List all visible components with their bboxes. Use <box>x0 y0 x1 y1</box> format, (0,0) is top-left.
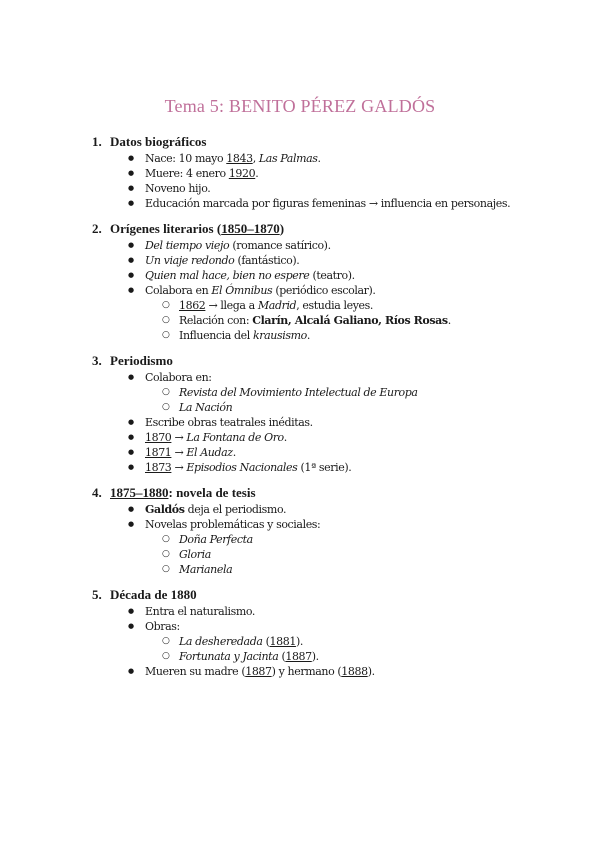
sub-list-item <box>179 547 562 562</box>
list-item: ● Novelas problemáticas y sociales: ○ Doña Perfecta ○ Gloria ○ Marianela <box>145 517 562 577</box>
year: 1843 <box>226 152 253 165</box>
bullet-list <box>92 151 562 211</box>
section-title: Datos biográficos <box>110 134 207 149</box>
names: Clarín, Alcalá Galiano, Ríos Rosas <box>252 314 448 327</box>
term: krausismo <box>253 329 307 342</box>
sub-list-item: ○ Relación con: Clarín, Alcalá Galiano, Ríos Rosas. <box>179 313 562 328</box>
list-item: ● Noveno hijo. <box>145 181 562 196</box>
document-body <box>92 134 562 689</box>
sub-list-item: ○ Fortunata y Jacinta (1887). <box>179 649 562 664</box>
section-decada-1880 <box>92 587 562 679</box>
section-number: 1. <box>92 134 102 149</box>
section-datos-biograficos <box>92 134 562 211</box>
year: 1862 <box>179 299 206 312</box>
section-number: 3. <box>92 353 102 368</box>
work-title: Revista del Movimiento Intelectual de Europa <box>179 386 418 399</box>
list-item: ● Colabora en: ○ Revista del Movimiento Intelectual de Europa ○ La Nación <box>145 370 562 415</box>
work-title: Marianela <box>179 563 233 576</box>
list-item: ● Educación marcada por figuras femeninas → influencia en personajes. <box>145 196 562 211</box>
sub-list-item <box>179 562 562 577</box>
sub-list-item: ○ 1862 → llega a Madrid, estudia leyes. <box>179 298 562 313</box>
year: 1873 <box>145 461 172 474</box>
sub-list <box>145 298 562 343</box>
work-title: La Fontana de Oro <box>186 431 284 444</box>
sub-list-item <box>179 385 562 400</box>
work-title: Doña Perfecta <box>179 533 253 546</box>
list-item: ● 1871 → El Audaz. <box>145 445 562 460</box>
list-item: ● Galdós deja el periodismo. <box>145 502 562 517</box>
section-heading <box>92 485 562 501</box>
section-novela-de-tesis <box>92 485 562 577</box>
work-title: El Ómnibus <box>211 284 273 297</box>
work-title: La Nación <box>179 401 233 414</box>
list-item: ● Entra el naturalismo. <box>145 604 562 619</box>
work-title: Episodios Nacionales <box>186 461 298 474</box>
sub-list-item <box>179 532 562 547</box>
sub-list-item <box>179 400 562 415</box>
year-range: 1850–1870 <box>221 221 280 236</box>
list-item: ● Muere: 4 enero 1920. <box>145 166 562 181</box>
year: 1881 <box>269 635 296 648</box>
author-name: Galdós <box>145 503 185 516</box>
section-title: Periodismo <box>110 353 173 368</box>
list-item: ● Escribe obras teatrales inéditas. <box>145 415 562 430</box>
list-item: ● 1870 → La Fontana de Oro. <box>145 430 562 445</box>
section-heading <box>92 134 562 150</box>
bullet-list <box>92 238 562 343</box>
year: 1870 <box>145 431 172 444</box>
list-item: ● Del tiempo viejo (romance satírico). <box>145 238 562 253</box>
work-title: La desheredada <box>179 635 263 648</box>
section-number: 5. <box>92 587 102 602</box>
bullet-list <box>92 604 562 679</box>
section-periodismo <box>92 353 562 475</box>
section-title: Orígenes literarios (1850–1870) <box>110 221 285 236</box>
list-item: ● Quien mal hace, bien no espere (teatro). <box>145 268 562 283</box>
list-item: ● Nace: 10 mayo 1843, Las Palmas. <box>145 151 562 166</box>
list-item: ● Mueren su madre (1887) y hermano (1888). <box>145 664 562 679</box>
year-range: 1875–1880 <box>110 485 169 500</box>
section-number: 4. <box>92 485 102 500</box>
bullet-list <box>92 502 562 577</box>
section-origenes-literarios <box>92 221 562 343</box>
bullet-list <box>92 370 562 475</box>
year: 1920 <box>228 167 256 180</box>
page-title: Tema 5: BENITO PÉREZ GALDÓS <box>164 96 436 116</box>
year: 1887 <box>285 650 312 663</box>
work-title: Un viaje redondo <box>145 254 235 267</box>
list-item: ● Colabora en El Ómnibus (periódico escolar). ○ 1862 → llega a Madrid, estudia leyes. ○ Relación con: Clarín, Alcalá Galiano, Ríos Rosas. ○ Influencia del krausismo. <box>145 283 562 343</box>
year: 1888 <box>341 665 368 678</box>
place: Las Palmas <box>258 152 318 165</box>
place: Madrid <box>257 299 297 312</box>
section-title: Década de 1880 <box>110 587 197 602</box>
section-title: 1875–1880: novela de tesis <box>110 485 256 500</box>
sub-list <box>145 532 562 577</box>
list-item: ● Obras: ○ La desheredada (1881). ○ Fortunata y Jacinta (1887). <box>145 619 562 664</box>
work-title: Quien mal hace, bien no espere <box>145 269 310 282</box>
work-title: Del tiempo viejo <box>145 239 230 252</box>
list-item: ● Un viaje redondo (fantástico). <box>145 253 562 268</box>
section-number: 2. <box>92 221 102 236</box>
sub-list <box>145 385 562 415</box>
sub-list <box>145 634 562 664</box>
section-heading <box>92 221 562 237</box>
work-title: Fortunata y Jacinta <box>179 650 279 663</box>
work-title: El Audaz <box>186 446 233 459</box>
year: 1887 <box>245 665 272 678</box>
year: 1871 <box>145 446 172 459</box>
sub-list-item: ○ Influencia del krausismo. <box>179 328 562 343</box>
sub-list-item: ○ La desheredada (1881). <box>179 634 562 649</box>
section-heading <box>92 353 562 369</box>
work-title: Gloria <box>179 548 211 561</box>
section-heading <box>92 587 562 603</box>
list-item: ● 1873 → Episodios Nacionales (1ª serie). <box>145 460 562 475</box>
